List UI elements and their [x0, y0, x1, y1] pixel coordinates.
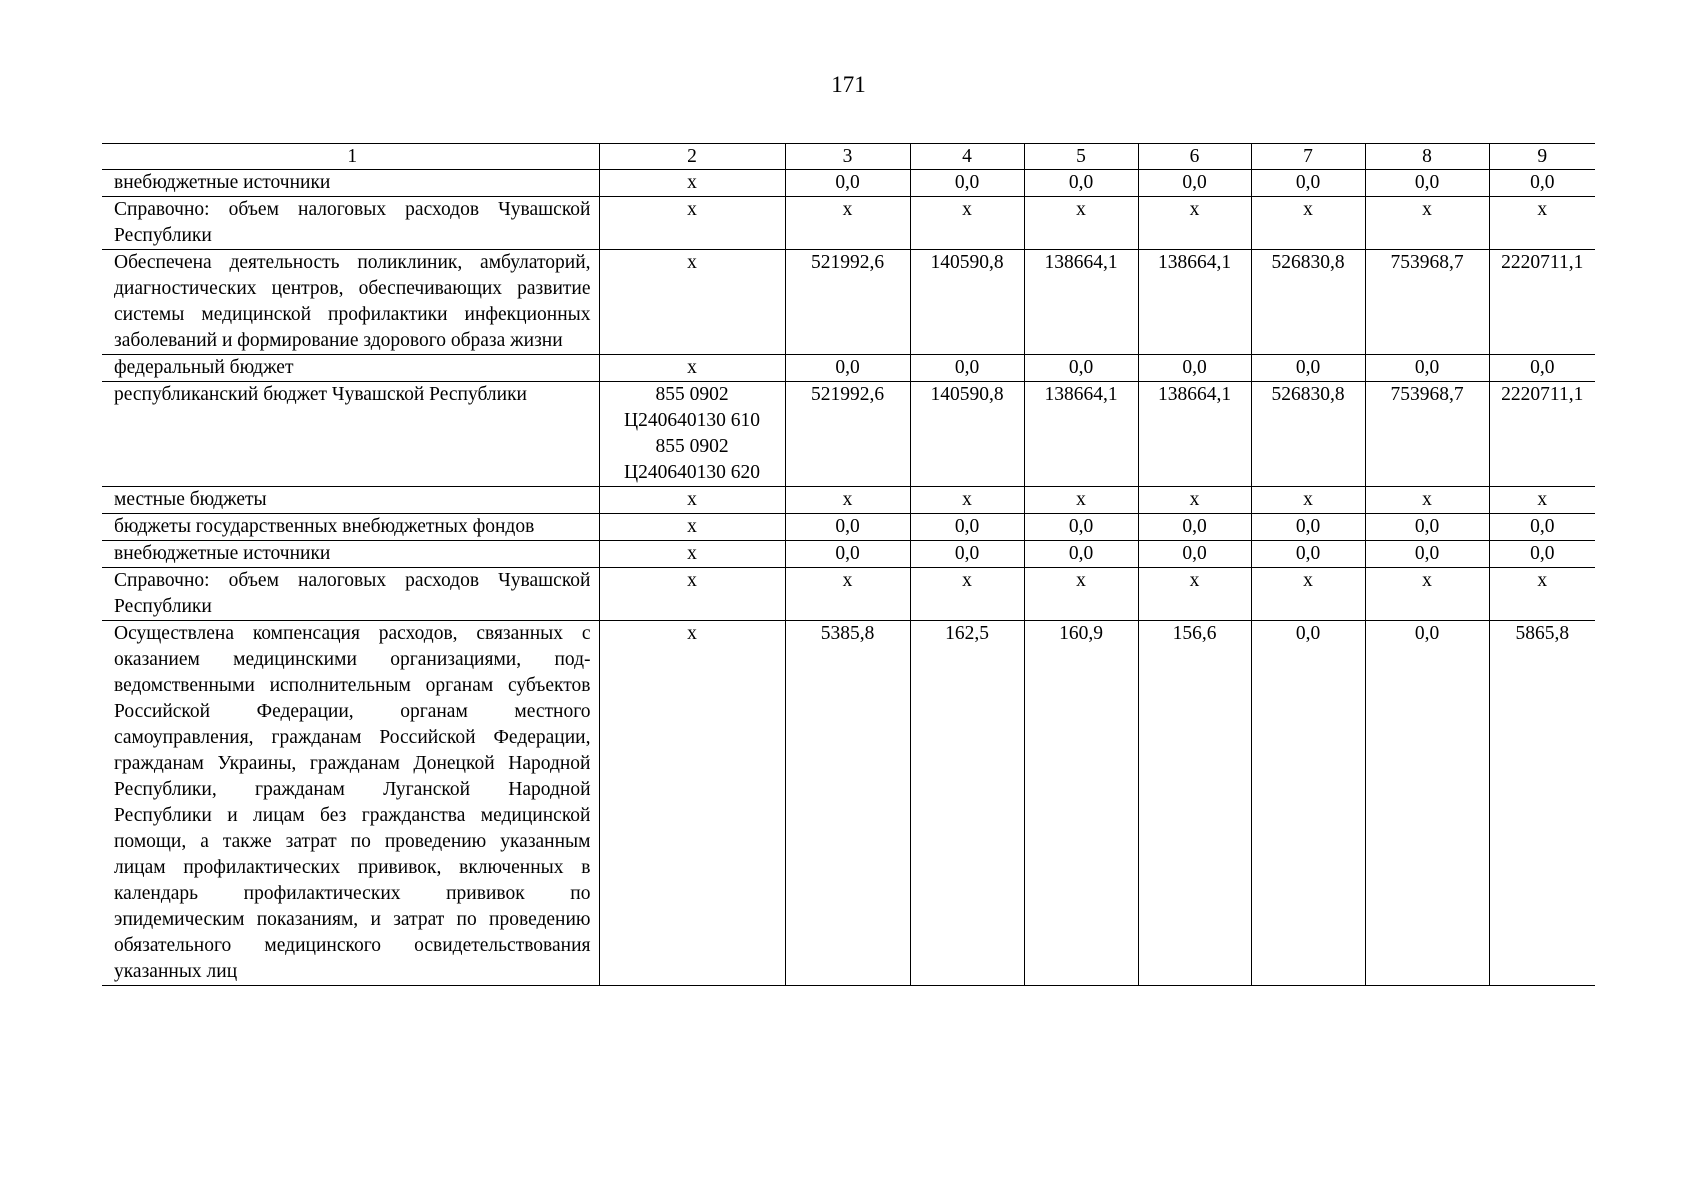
value-cell: х — [1365, 568, 1489, 621]
budget-code-cell — [599, 487, 785, 514]
column-number-header: 8 — [1365, 144, 1489, 170]
table-row — [102, 541, 1595, 568]
value-cell: 0,0 — [910, 541, 1024, 568]
row-label: внебюджетные источники — [102, 541, 599, 568]
value-cell: х — [910, 487, 1024, 514]
value-cell: 156,6 — [1138, 621, 1251, 986]
row-label: бюджеты государственных внебюджетных фондов — [102, 514, 599, 541]
value-cell: х — [1489, 568, 1595, 621]
budget-table — [102, 143, 1595, 986]
budget-code-line: х — [687, 623, 697, 644]
row-label: республиканский бюджет Чувашской Республики — [102, 382, 599, 487]
column-number-header: 6 — [1138, 144, 1251, 170]
value-cell: 0,0 — [1251, 541, 1365, 568]
value-cell: 138664,1 — [1138, 382, 1251, 487]
value-cell: х — [1251, 487, 1365, 514]
budget-code-line: 855 0902 — [655, 384, 729, 405]
value-cell: 2220711,1 — [1489, 382, 1595, 487]
value-cell: 0,0 — [1251, 355, 1365, 382]
value-cell: 5865,8 — [1489, 621, 1595, 986]
value-cell: 526830,8 — [1251, 250, 1365, 355]
value-cell: х — [1138, 197, 1251, 250]
value-cell: 140590,8 — [910, 250, 1024, 355]
budget-code-line: х — [687, 489, 697, 510]
column-number-header: 9 — [1489, 144, 1595, 170]
value-cell: 0,0 — [1365, 541, 1489, 568]
value-cell: 0,0 — [1251, 621, 1365, 986]
value-cell: 0,0 — [1365, 355, 1489, 382]
value-cell: 753968,7 — [1365, 382, 1489, 487]
value-cell: 0,0 — [1489, 514, 1595, 541]
value-cell: 521992,6 — [785, 250, 910, 355]
value-cell: 160,9 — [1024, 621, 1138, 986]
value-cell: х — [785, 197, 910, 250]
table-row — [102, 382, 1595, 487]
budget-code-cell — [599, 541, 785, 568]
value-cell: х — [1138, 568, 1251, 621]
table-row — [102, 170, 1595, 197]
table-row — [102, 568, 1595, 621]
value-cell: 0,0 — [785, 170, 910, 197]
budget-code-line: х — [687, 570, 697, 591]
budget-code-line: х — [687, 357, 697, 378]
column-number-header: 1 — [102, 144, 599, 170]
budget-code-line: Ц240640130 610 — [624, 410, 760, 431]
value-cell: 0,0 — [1138, 541, 1251, 568]
budget-code-cell — [599, 621, 785, 986]
value-cell: 0,0 — [1024, 514, 1138, 541]
budget-code-cell — [599, 568, 785, 621]
value-cell: 0,0 — [1024, 170, 1138, 197]
value-cell: х — [1251, 568, 1365, 621]
value-cell: 0,0 — [1365, 514, 1489, 541]
value-cell: 0,0 — [910, 514, 1024, 541]
table-row — [102, 621, 1595, 986]
budget-code-line: 855 0902 — [655, 436, 729, 457]
table-row — [102, 197, 1595, 250]
row-label: Справочно: объем налоговых расходов Чувашской Республики — [102, 197, 599, 250]
value-cell: 0,0 — [1138, 355, 1251, 382]
row-label: Справочно: объем налоговых расходов Чувашской Республики — [102, 568, 599, 621]
value-cell: 138664,1 — [1138, 250, 1251, 355]
value-cell: 753968,7 — [1365, 250, 1489, 355]
value-cell: 0,0 — [1251, 514, 1365, 541]
row-label: Осуществлена компенсация расходов, связанных с оказанием медицинскими организациями, подведомственными исполнительным органам субъектов Российской Федерации, органам местного самоуправления, гражданам Российской Федерации, гражданам Украины, гражданам Донецкой Народной Республики, гражданам Луганской Народной Республики и лицам без гражданства медицинской помощи, а также затрат по проведению указанным лицам профилактических прививок, включенных в календарь профилактических прививок по эпидемическим показаниям, и затрат по проведению обязательного медицинского освидетельствования указанных лиц — [102, 621, 599, 986]
value-cell: 138664,1 — [1024, 382, 1138, 487]
value-cell: х — [785, 487, 910, 514]
value-cell: х — [1365, 487, 1489, 514]
value-cell: х — [1138, 487, 1251, 514]
value-cell: х — [1365, 197, 1489, 250]
column-number-header: 2 — [599, 144, 785, 170]
value-cell: 0,0 — [1489, 355, 1595, 382]
value-cell: 526830,8 — [1251, 382, 1365, 487]
value-cell: 521992,6 — [785, 382, 910, 487]
budget-code-line: х — [687, 516, 697, 537]
value-cell: 162,5 — [910, 621, 1024, 986]
value-cell: 0,0 — [910, 355, 1024, 382]
value-cell: 0,0 — [910, 170, 1024, 197]
value-cell: х — [1024, 197, 1138, 250]
row-label: внебюджетные источники — [102, 170, 599, 197]
value-cell: 0,0 — [1024, 355, 1138, 382]
value-cell: 140590,8 — [910, 382, 1024, 487]
value-cell: х — [1489, 487, 1595, 514]
value-cell: 0,0 — [1251, 170, 1365, 197]
value-cell: х — [1489, 197, 1595, 250]
budget-code-cell — [599, 355, 785, 382]
budget-code-cell — [599, 250, 785, 355]
value-cell: х — [1024, 568, 1138, 621]
column-number-header: 3 — [785, 144, 910, 170]
value-cell: х — [1251, 197, 1365, 250]
value-cell: 0,0 — [785, 541, 910, 568]
value-cell: 0,0 — [1138, 514, 1251, 541]
budget-code-line: х — [687, 252, 697, 273]
row-label: федеральный бюджет — [102, 355, 599, 382]
value-cell: 5385,8 — [785, 621, 910, 986]
column-number-header: 5 — [1024, 144, 1138, 170]
table-row — [102, 355, 1595, 382]
value-cell: 0,0 — [785, 355, 910, 382]
table-row — [102, 250, 1595, 355]
value-cell: 0,0 — [1138, 170, 1251, 197]
table-row — [102, 487, 1595, 514]
value-cell: х — [910, 197, 1024, 250]
value-cell: 2220711,1 — [1489, 250, 1595, 355]
budget-code-cell — [599, 514, 785, 541]
value-cell: 0,0 — [1365, 621, 1489, 986]
column-number-header: 7 — [1251, 144, 1365, 170]
value-cell: 0,0 — [1489, 541, 1595, 568]
column-number-header: 4 — [910, 144, 1024, 170]
header-row — [102, 144, 1595, 170]
row-label: Обеспечена деятельность поликлиник, амбулаторий, диагностических центров, обеспечивающих развитие системы медицинской профилактики инфекционных заболеваний и формирование здорового образа жизни — [102, 250, 599, 355]
budget-code-line: х — [687, 199, 697, 220]
budget-code-line: х — [687, 543, 697, 564]
budget-code-cell — [599, 382, 785, 487]
page-number: 171 — [831, 72, 866, 97]
table-row — [102, 514, 1595, 541]
value-cell: 138664,1 — [1024, 250, 1138, 355]
value-cell: 0,0 — [1024, 541, 1138, 568]
value-cell: х — [1024, 487, 1138, 514]
budget-code-line: х — [687, 172, 697, 193]
budget-code-cell — [599, 197, 785, 250]
budget-code-line: Ц240640130 620 — [624, 462, 760, 483]
value-cell: х — [785, 568, 910, 621]
value-cell: 0,0 — [1365, 170, 1489, 197]
row-label: местные бюджеты — [102, 487, 599, 514]
value-cell: х — [910, 568, 1024, 621]
value-cell: 0,0 — [785, 514, 910, 541]
budget-code-cell — [599, 170, 785, 197]
value-cell: 0,0 — [1489, 170, 1595, 197]
